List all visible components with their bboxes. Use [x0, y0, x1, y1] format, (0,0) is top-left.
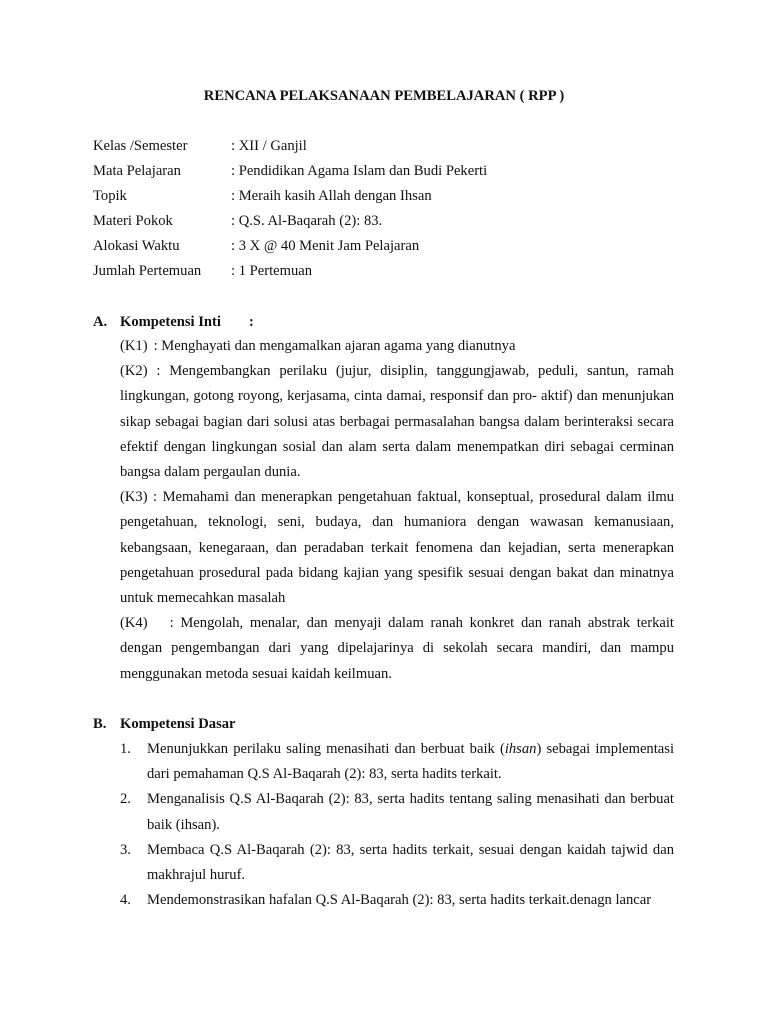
ki-tag: (K2)	[120, 363, 148, 380]
meta-row	[93, 259, 693, 284]
meta-row	[93, 209, 693, 234]
ki-item	[120, 359, 674, 485]
list-item	[120, 838, 674, 888]
list-item	[120, 787, 674, 837]
list-number: 3.	[120, 841, 131, 858]
list-text: Mendemonstrasikan hafalan Q.S Al-Baqarah (2): 83, serta hadits terkait.denagn lancar	[147, 892, 652, 909]
kompetensi-dasar-list	[120, 737, 674, 913]
list-number: 4.	[120, 892, 131, 909]
meta-value: : Pendidikan Agama Islam dan Budi Pekerti	[231, 163, 488, 179]
meta-value: : Q.S. Al-Baqarah (2): 83.	[231, 213, 383, 229]
meta-row	[93, 134, 693, 159]
kompetensi-inti-list	[120, 334, 674, 687]
ki-tag: (K1)	[120, 338, 148, 354]
meta-label: Jumlah Pertemuan	[93, 263, 202, 279]
section-title: Kompetensi Dasar	[120, 716, 236, 732]
meta-value: : XII / Ganjil	[231, 138, 307, 154]
meta-label: Mata Pelajaran	[93, 163, 181, 179]
meta-label: Materi Pokok	[93, 213, 173, 229]
meta-value: : 1 Pertemuan	[231, 263, 313, 279]
list-item	[120, 737, 674, 787]
list-text: Membaca Q.S Al-Baqarah (2): 83, serta hadits terkait, sesuai dengan kaidah tajwid dan makhrajul huruf.	[147, 841, 674, 884]
meta-row	[93, 159, 693, 184]
meta-row	[93, 184, 693, 209]
meta-label: Topik	[93, 188, 127, 204]
meta-value: : Meraih kasih Allah dengan Ihsan	[231, 188, 432, 204]
document-title: RENCANA PELAKSANAAN PEMBELAJARAN ( RPP )	[203, 88, 565, 104]
section-letter: A.	[93, 314, 108, 330]
section-letter: B.	[93, 716, 107, 732]
meta-label: Alokasi Waktu	[93, 238, 180, 254]
section-heading-kompetensi-inti	[93, 310, 254, 335]
section-heading-kompetensi-dasar	[93, 712, 236, 737]
list-text: Menunjukkan perilaku saling menasihati dan berbuat baik (ihsan) sebagai implementasi dari pemahaman Q.S Al-Baqarah (2): 83, serta hadits terkait.	[147, 741, 674, 783]
list-item	[120, 888, 674, 913]
list-number: 1.	[120, 741, 131, 757]
ki-text: : Memahami dan menerapkan pengetahuan faktual, konseptual, prosedural dalam ilmu pengetahuan, teknologi, seni, budaya, dan humaniora dengan wawasan kemanusiaan, kebangsaan, kenegaraan, dan peradaban terkait fenomena dan kejadian, serta menerapkan pengetahuan prosedural pada bidang kajian yang spesifik sesuai dengan bakat dan minatnya untuk memecahkan masalah	[120, 489, 674, 607]
meta-value: : 3 X @ 40 Menit Jam Pelajaran	[231, 238, 420, 254]
ki-tag: (K3)	[120, 489, 148, 506]
list-text: Menganalisis Q.S Al-Baqarah (2): 83, serta hadits tentang saling menasihati dan berbuat baik (ihsan).	[147, 791, 674, 833]
meta-label: Kelas /Semester	[93, 138, 188, 154]
ki-item	[120, 334, 674, 359]
section-title: Kompetensi Inti	[120, 314, 221, 330]
section-colon: :	[248, 314, 254, 330]
ki-text: : Mengolah, menalar, dan menyaji dalam ranah konkret dan ranah abstrak terkait dengan pengembangan dari yang dipelajarinya di sekolah secara mandiri, dan mampu menggunakan metoda sesuai kaidah keilmuan.	[120, 615, 674, 682]
ki-item	[120, 485, 674, 611]
ki-text: : Mengembangkan perilaku (jujur, disiplin, tanggungjawab, peduli, santun, ramah lingkungan, gotong royong, kerjasama, cinta damai, responsif dan pro- aktif) dan menunjukan sikap sebagai bagian dari solusi atas berbagai permasalahan bangsa dalam berinteraksi secara efektif dengan lingkungan sosial dan alam serta dalam menempatkan diri sebagai cerminan bangsa dalam pergaulan dunia.	[120, 363, 674, 481]
meta-row	[93, 234, 693, 259]
meta-table	[93, 134, 693, 284]
ki-text: : Menghayati dan mengamalkan ajaran agama yang dianutnya	[153, 338, 516, 354]
ki-item	[120, 611, 674, 687]
list-number: 2.	[120, 791, 131, 808]
ki-tag: (K4)	[120, 615, 148, 632]
italic-term: ihsan	[504, 741, 537, 757]
